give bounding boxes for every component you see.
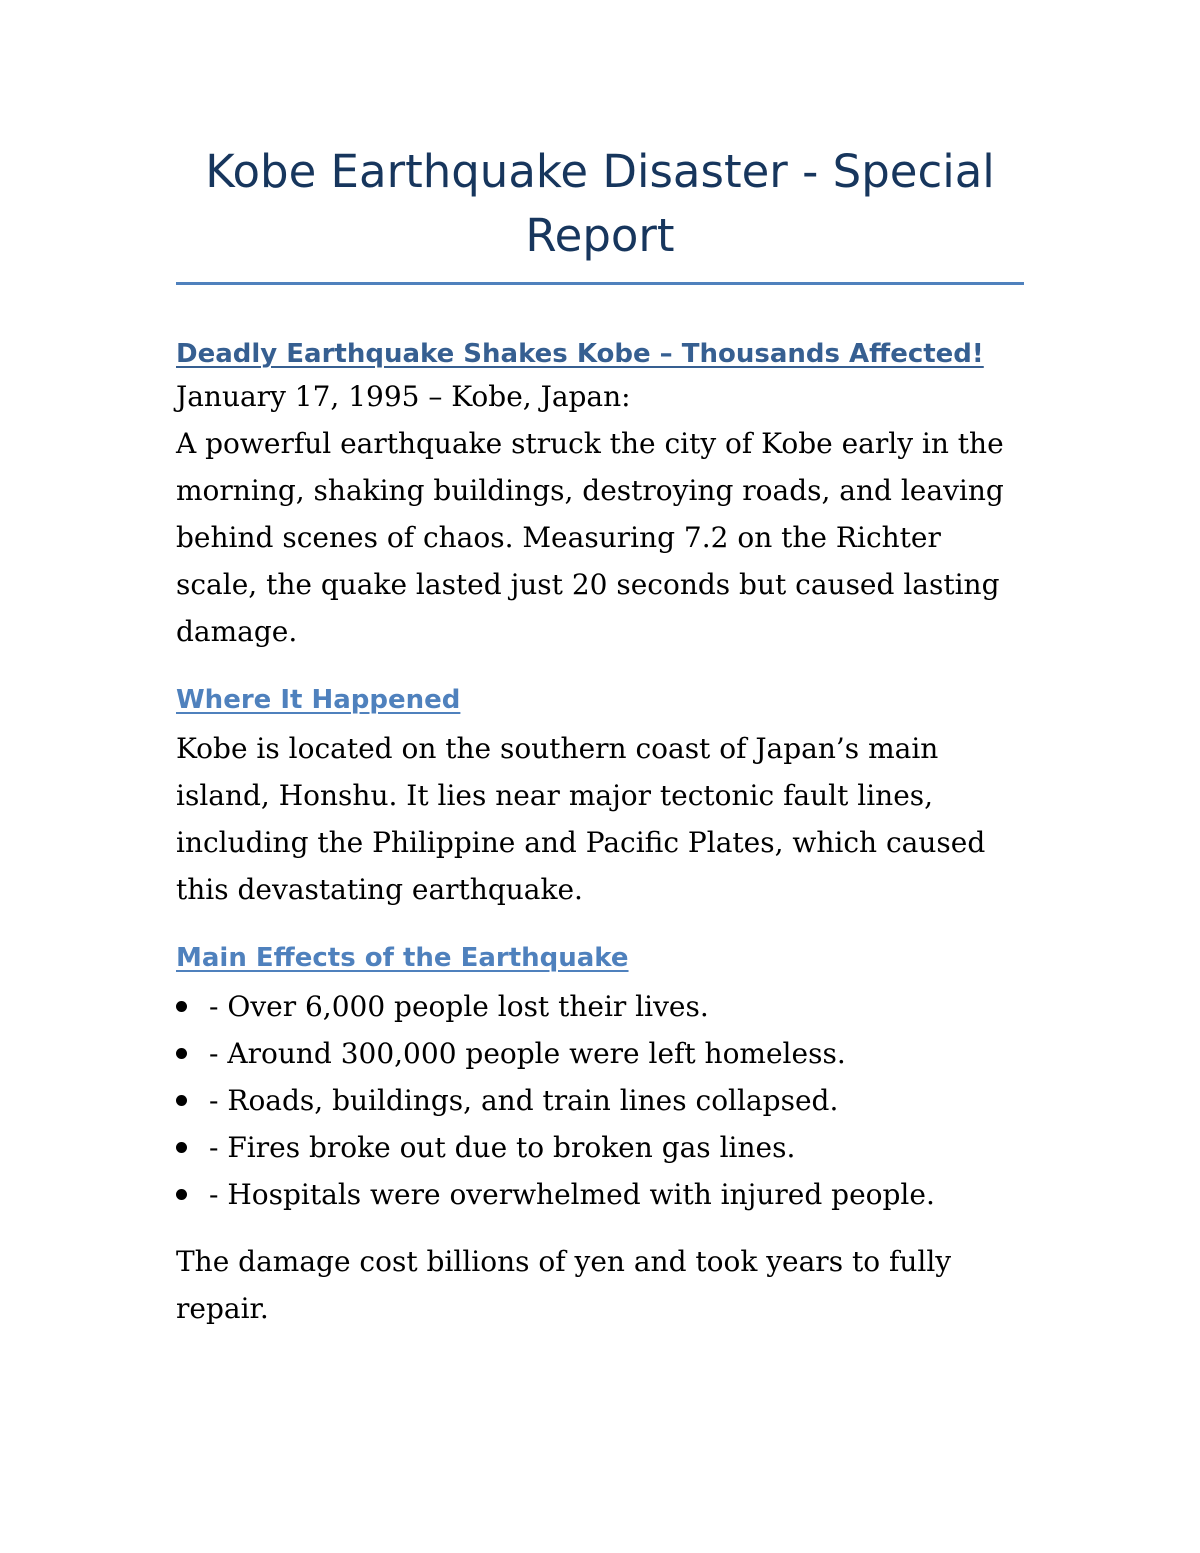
list-item-text: - Roads, buildings, and train lines collapsed. (209, 1084, 839, 1117)
list-item-text: - Fires broke out due to broken gas lines. (209, 1131, 796, 1164)
section-paragraph: Kobe is located on the southern coast of Japan’s main island, Honshu. It lies near major tectonic fault lines, including the Philippine and Pacific Plates, which caused this devastating earthquake. (176, 732, 986, 906)
list-item (176, 1124, 1024, 1171)
list-item (176, 1077, 1024, 1124)
document-content (176, 140, 1024, 1352)
effects-list (176, 983, 1024, 1218)
bullet-icon (176, 1095, 187, 1106)
list-item (176, 1171, 1024, 1218)
section-paragraph: A powerful earthquake struck the city of Kobe early in the morning, shaking buildings, destroying roads, and leaving behind scenes of chaos. Measuring 7.2 on the Richter scale, the quake lasted just 20 seconds but caused lasting damage. (176, 427, 1004, 648)
section-main-effects (176, 941, 1024, 1332)
list-item (176, 1030, 1024, 1077)
title-block (176, 140, 1024, 285)
dateline: January 17, 1995 – Kobe, Japan: (176, 380, 631, 413)
bullet-icon (176, 1001, 187, 1012)
bullet-icon (176, 1142, 187, 1153)
closing-paragraph: The damage cost billions of yen and took years to fully repair. (176, 1245, 952, 1325)
list-item (176, 983, 1024, 1030)
section-heading: Deadly Earthquake Shakes Kobe – Thousands Affected! (176, 339, 984, 369)
list-item-text: - Over 6,000 people lost their lives. (209, 990, 709, 1023)
section-heading: Where It Happened (176, 685, 461, 715)
section-where-it-happened (176, 683, 1024, 913)
list-item-text: - Around 300,000 people were left homeless. (209, 1037, 846, 1070)
section-heading: Main Effects of the Earthquake (176, 943, 629, 973)
list-item-text: - Hospitals were overwhelmed with injured people. (209, 1178, 935, 1211)
section-deadly-earthquake (176, 337, 1024, 655)
document-title: Kobe Earthquake Disaster - Special Report (205, 145, 995, 262)
bullet-icon (176, 1189, 187, 1200)
bullet-icon (176, 1048, 187, 1059)
